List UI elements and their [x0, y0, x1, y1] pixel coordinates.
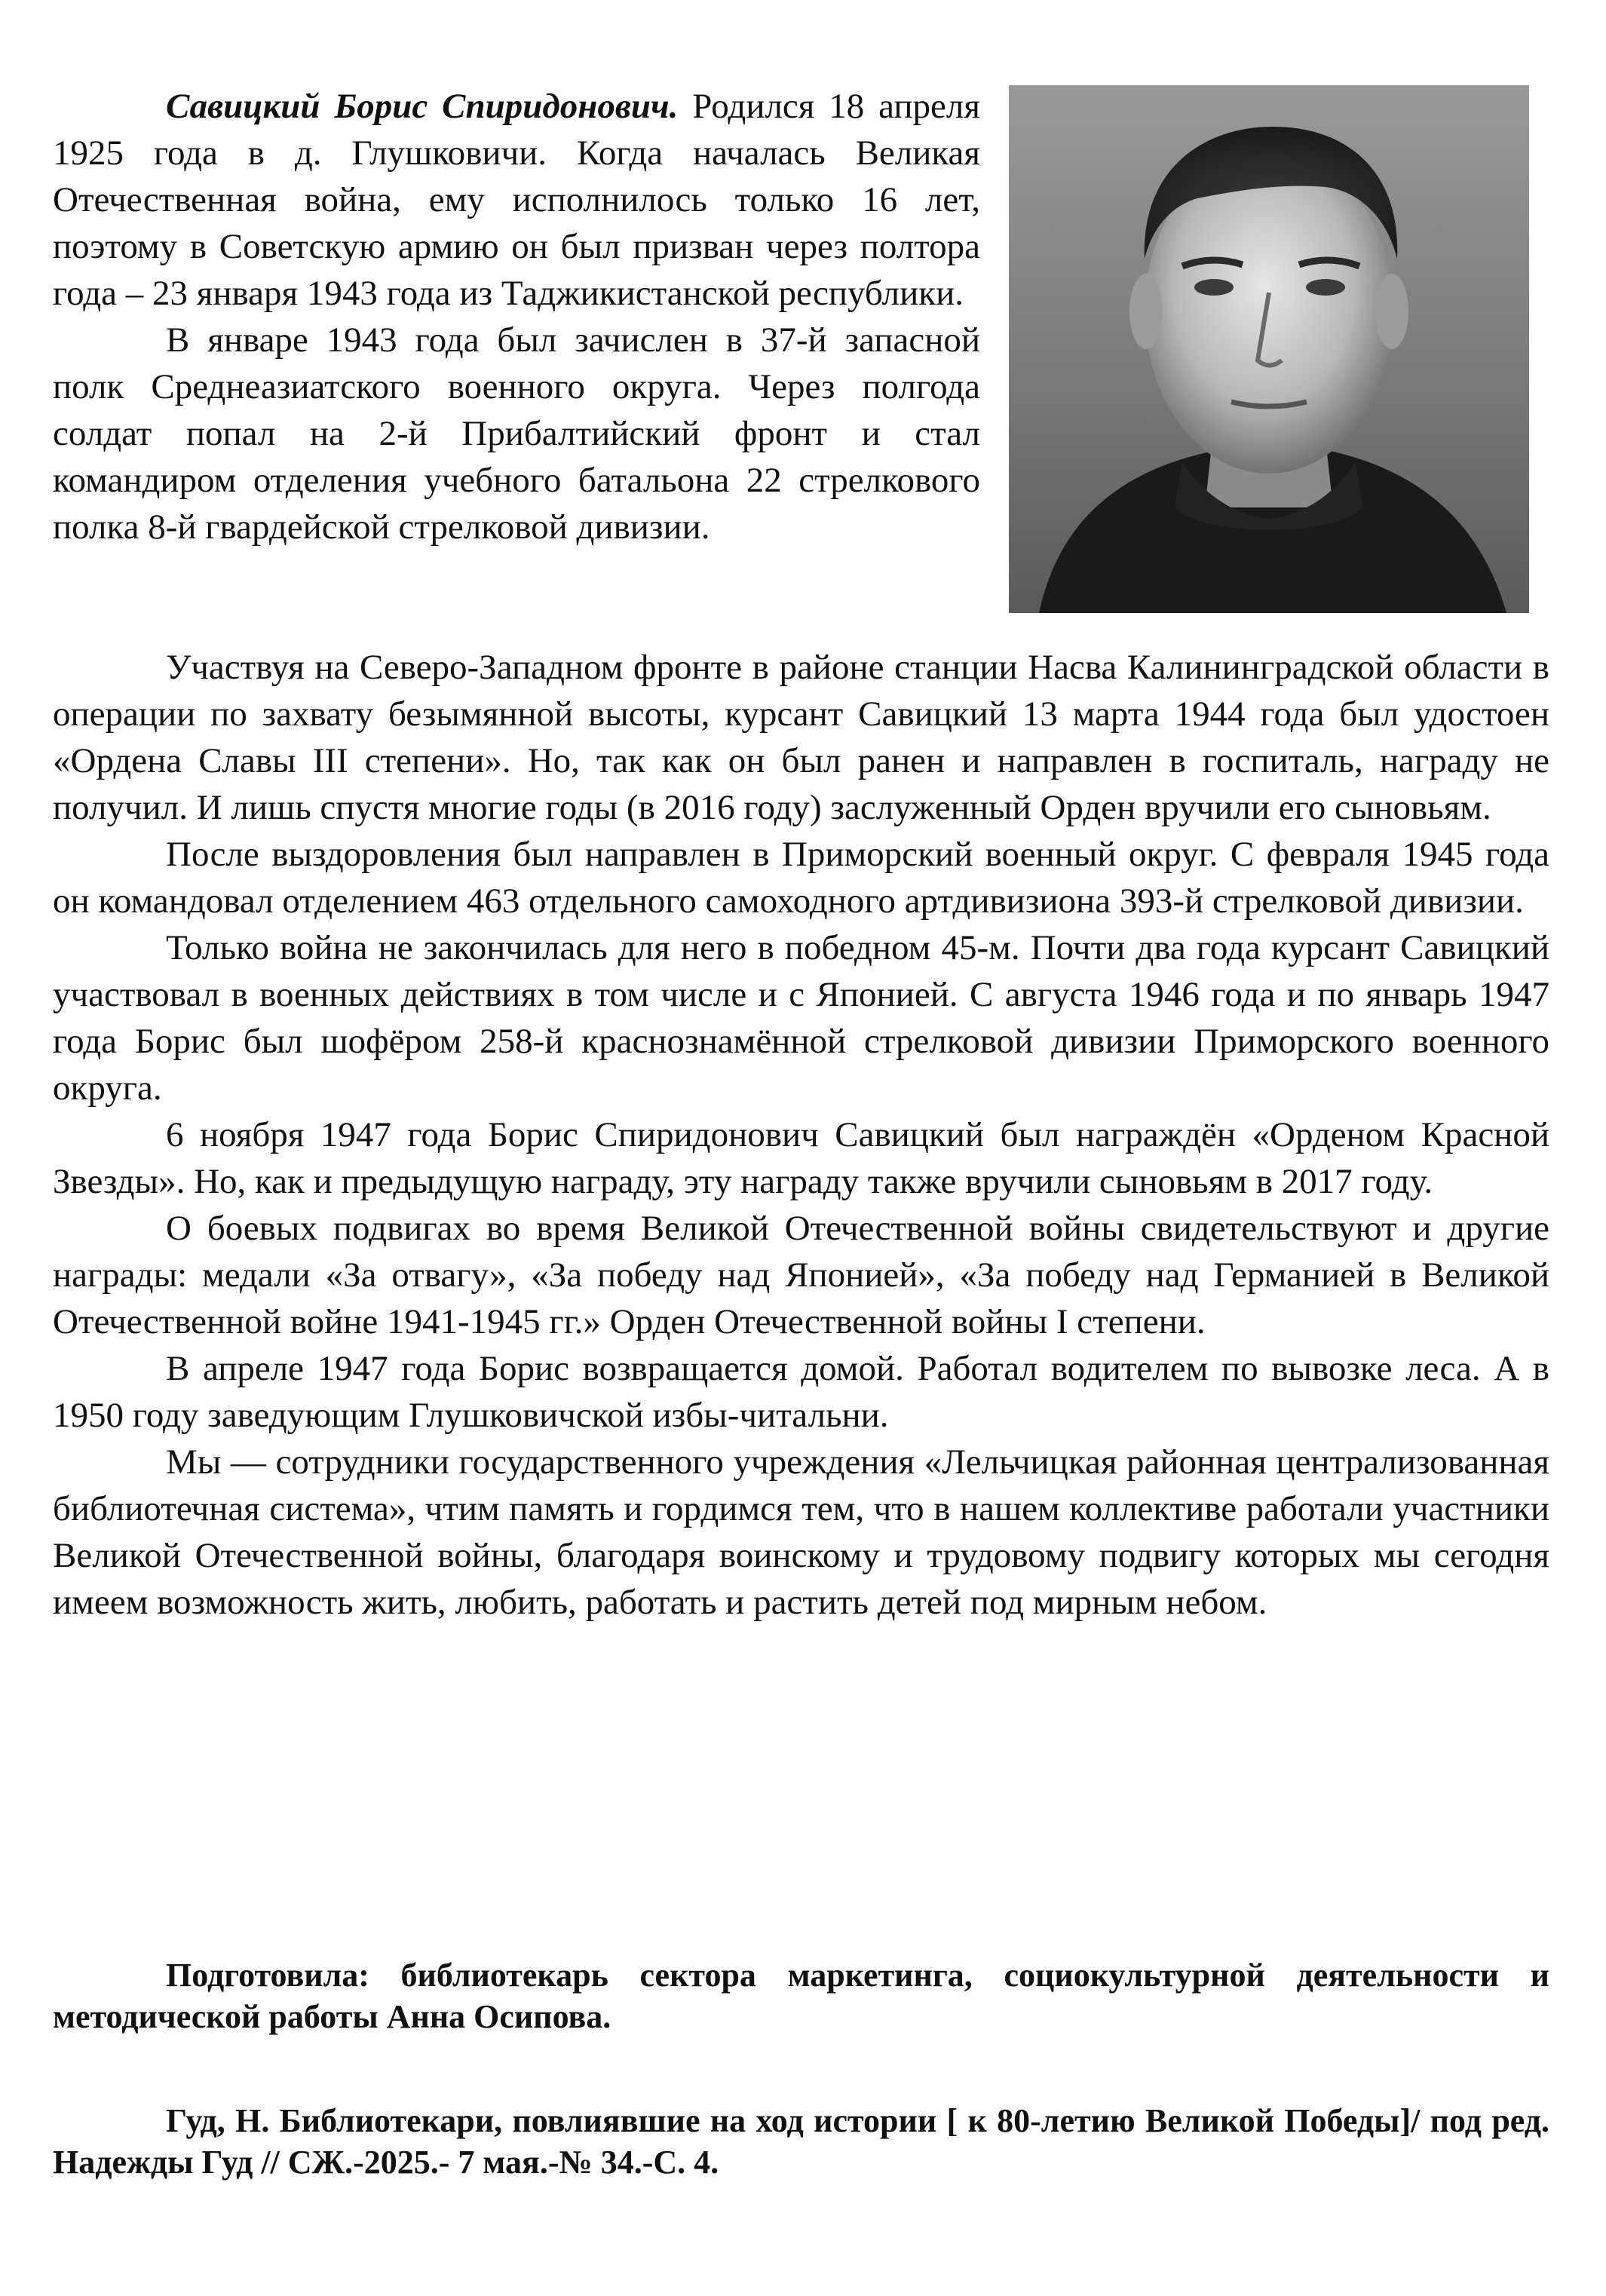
person-name: Савицкий Борис Спиридонович.	[166, 87, 679, 126]
paragraph-3: Участвуя на Северо-Западном фронте в районе станции Насва Калининградской области в операции по захвату безымянной высоты, курсант Савицкий 13 марта 1944 года был удостоен «Ордена Славы III степени». Но, так как он был ранен и направлен в госпиталь, награду не получил. И лишь спустя многие годы (в 2016 году) заслуженный Орден вручили его сыновьям.	[53, 648, 1549, 827]
source-citation	[53, 2100, 1549, 2183]
paragraph-5: Только война не закончилась для него в победном 45-м. Почти два года курсант Савицкий участвовал в военных действиях в том числе и с Японией. С августа 1946 года и по январь 1947 года Борис был шофёром 258-й краснознамённой стрелковой дивизии Приморского военного округа.	[53, 928, 1549, 1108]
paragraph-6: 6 ноября 1947 года Борис Спиридонович Савицкий был награждён «Орденом Красной Звезды». Но, как и предыдущую награду, эту награду также вручили сыновьям в 2017 году.	[53, 1115, 1549, 1201]
main-text	[53, 644, 1549, 1626]
portrait-illustration	[1009, 85, 1529, 613]
source-citation-text: Гуд, Н. Библиотекари, повлиявшие на ход истории [ к 80-летию Великой Победы]/ под ред. Надежды Гуд // СЖ.-2025.- 7 мая.-№ 34.-С. 4.	[53, 2102, 1549, 2181]
intro-paragraph	[53, 83, 980, 317]
portrait-photo	[1009, 85, 1529, 613]
prepared-by-text: Подготовила: библиотекарь сектора маркетинга, социокультурной деятельности и методической работы Анна Осипова.	[53, 1957, 1549, 2035]
prepared-by	[53, 1954, 1549, 2037]
paragraph-9: Мы — сотрудники государственного учреждения «Лельчицкая районная централизованная библиотечная система», чтим память и гордимся тем, что в нашем коллективе работали участники Великой Отечественной войны, благодаря воинскому и трудовому подвигу которых мы сегодня имеем возможность жить, любить, работать и растить детей под мирным небом.	[53, 1442, 1549, 1622]
intro-column	[53, 83, 980, 550]
intro-text: Родился 18 апреля 1925 года в д. Глушковичи. Когда началась Великая Отечественная война, ему исполнилось только 16 лет, поэтому в Советскую армию он был призван через полтора года – 23 января 1943 года из Таджикистанской республики.	[53, 87, 980, 313]
paragraph-7: О боевых подвигах во время Великой Отечественной войны свидетельствуют и другие награды: медали «За отвагу», «За победу над Японией», «За победу над Германией в Великой Отечественной войне 1941-1945 гг.» Орден Отечественной войны I степени.	[53, 1209, 1549, 1341]
paragraph-4: После выздоровления был направлен в Приморский военный округ. С февраля 1945 года он командовал отделением 463 отдельного самоходного артдивизиона 393-й стрелковой дивизии.	[53, 835, 1549, 921]
paragraph-2: В январе 1943 года был зачислен в 37-й запасной полк Среднеазиатского военного округа. Через полгода солдат попал на 2-й Прибалтийский фронт и стал командиром отделения учебного батальона 22 стрелкового полка 8-й гвардейской стрелковой дивизии.	[53, 320, 980, 547]
paragraph-8: В апреле 1947 года Борис возвращается домой. Работал водителем по вывозке леса. А в 1950 году заведующим Глушковичской избы-читальни.	[53, 1349, 1549, 1435]
